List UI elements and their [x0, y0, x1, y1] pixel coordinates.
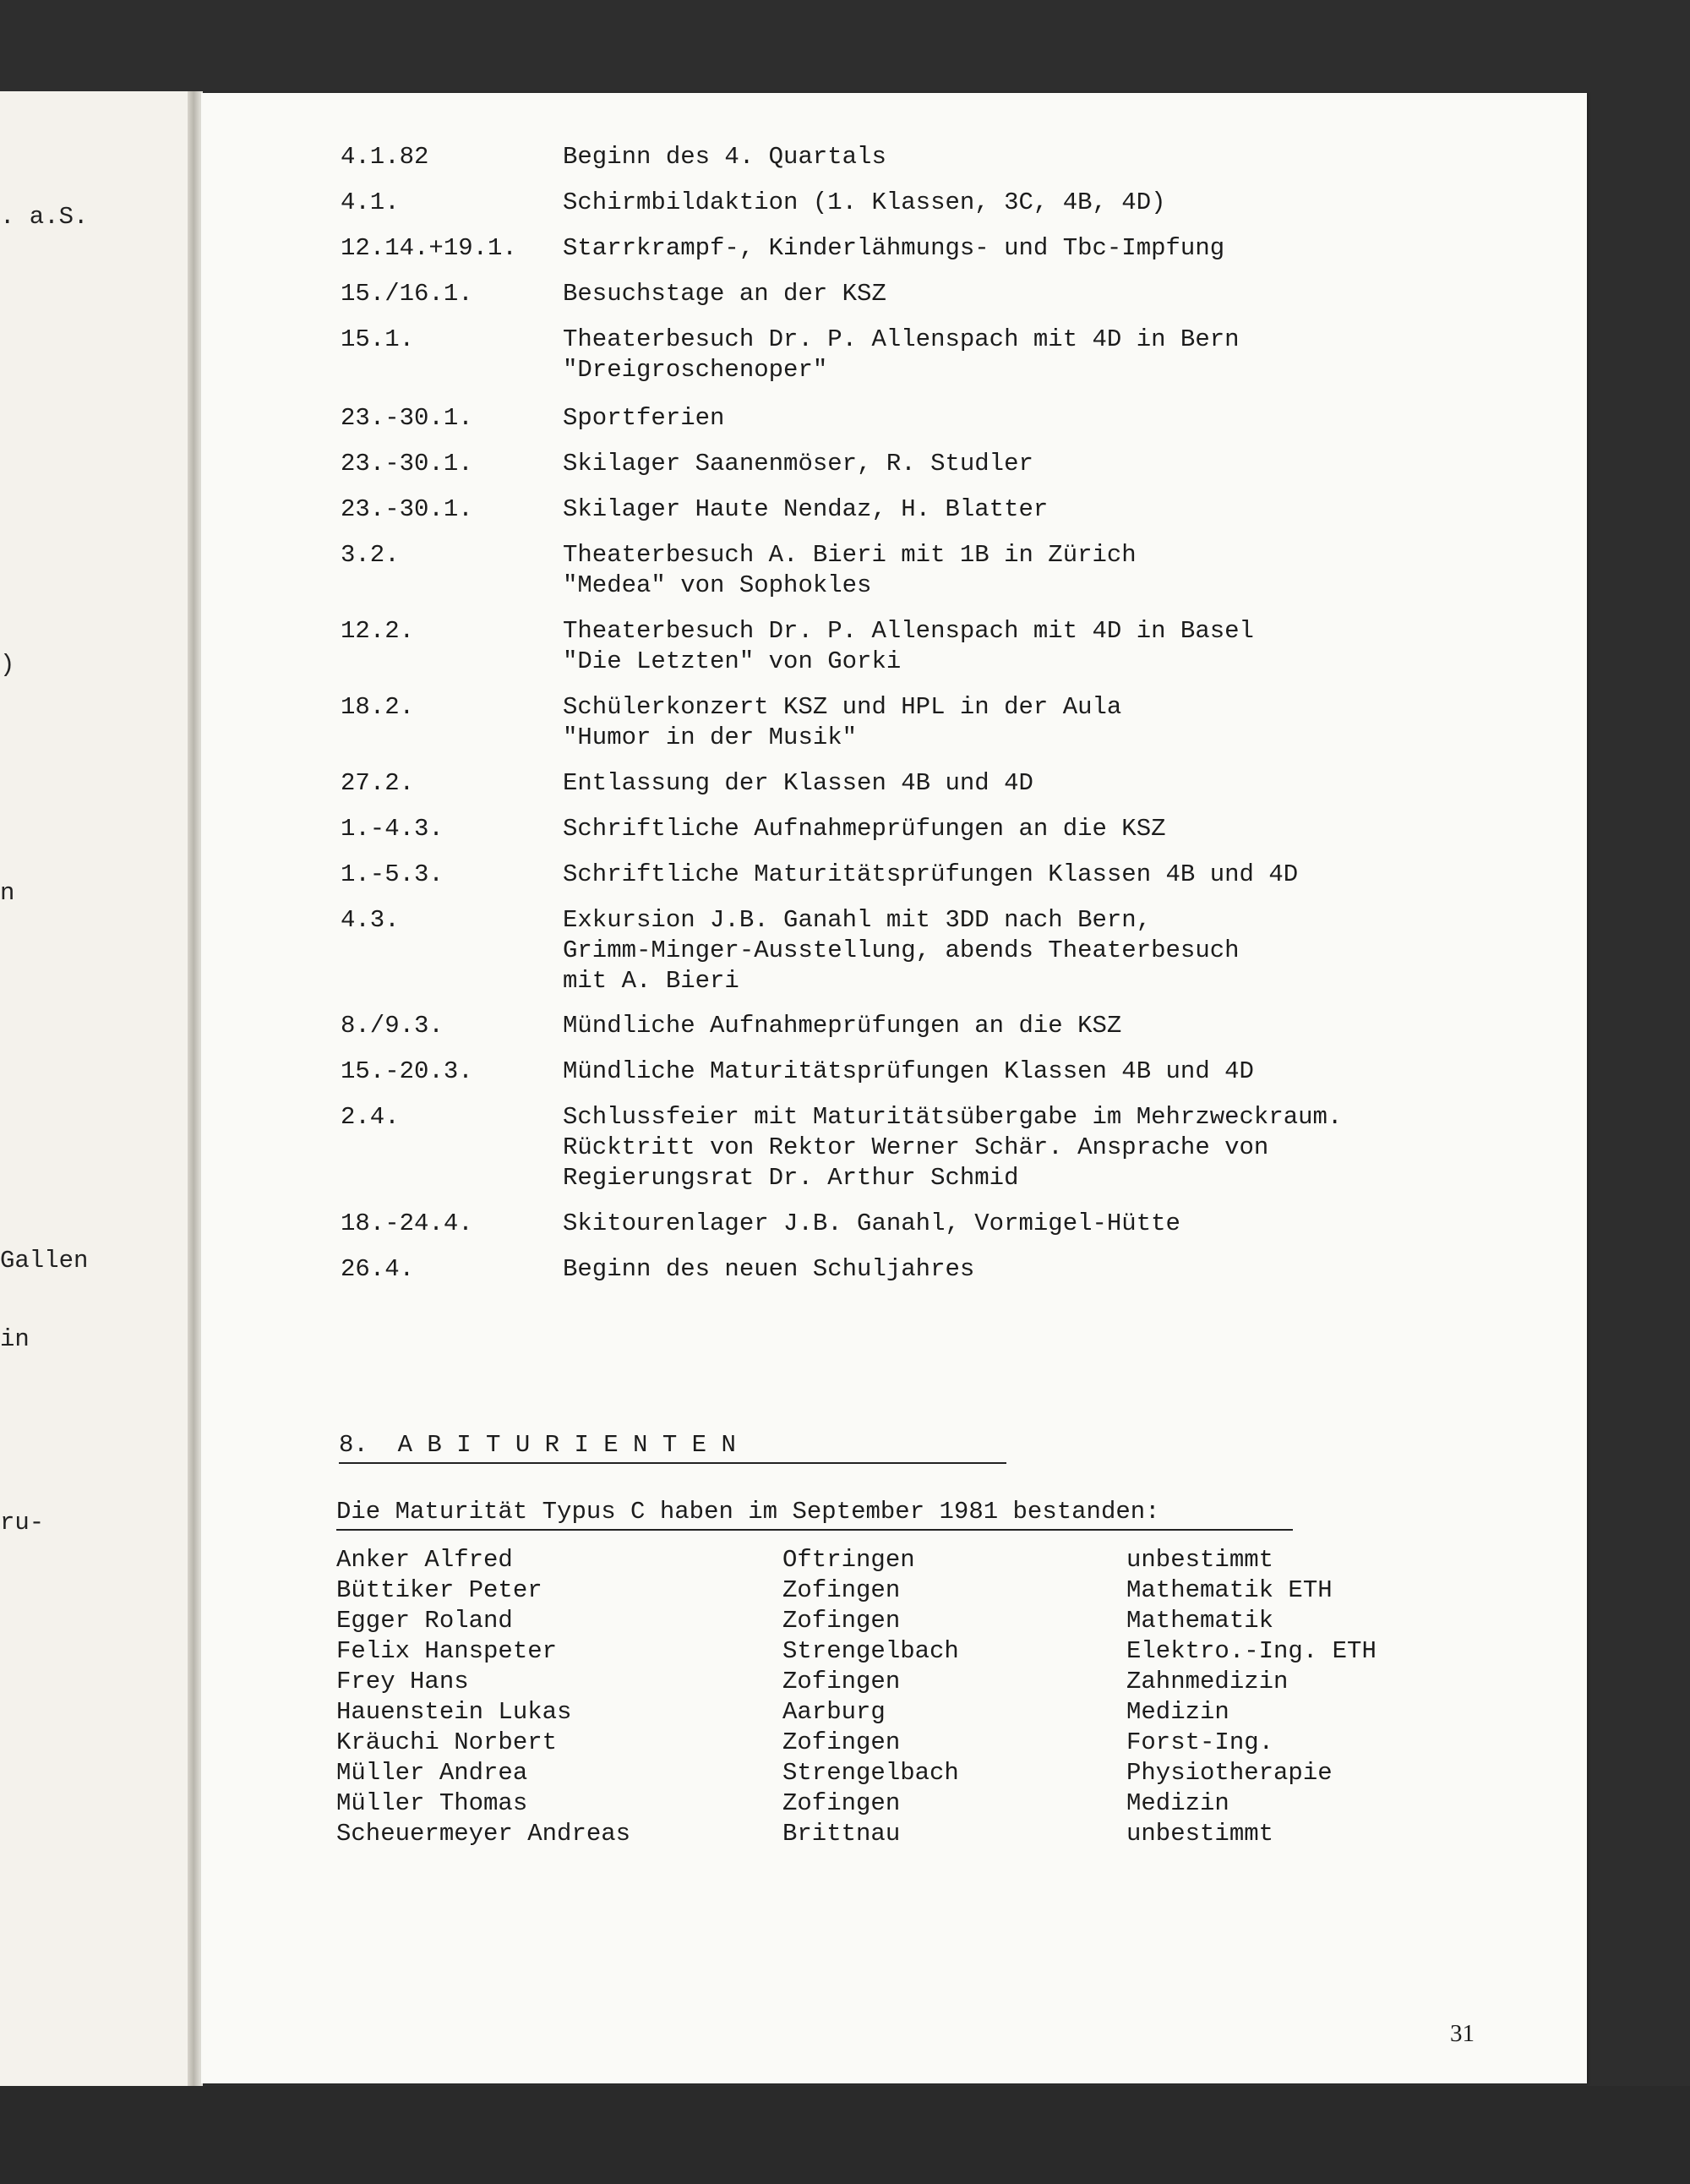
- left-page-text-fragment: Gallen: [0, 1247, 89, 1275]
- schedule-event: [563, 142, 886, 172]
- graduate-place: Zofingen: [782, 1668, 901, 1695]
- graduate-study: unbestimmt: [1126, 1820, 1274, 1848]
- graduate-name: Müller Thomas: [336, 1789, 528, 1817]
- schedule-event-line: Schriftliche Maturitätsprüfungen Klassen 4B und 4D: [563, 860, 1299, 888]
- schedule-event: [563, 616, 1254, 677]
- schedule-event-line: Beginn des 4. Quartals: [563, 143, 886, 171]
- schedule-event-line: Exkursion J.B. Ganahl mit 3DD nach Bern,: [563, 906, 1152, 934]
- graduate-place: Aarburg: [782, 1698, 886, 1726]
- graduate-name: Scheuermeyer Andreas: [336, 1820, 631, 1848]
- graduate-place: Strengelbach: [782, 1637, 959, 1665]
- graduate-place: Brittnau: [782, 1820, 901, 1848]
- schedule-event-line: Skilager Saanenmöser, R. Studler: [563, 450, 1033, 478]
- schedule-event-line: Schülerkonzert KSZ und HPL in der Aula: [563, 693, 1122, 721]
- graduate-name: Büttiker Peter: [336, 1576, 542, 1604]
- graduate-place: Strengelbach: [782, 1759, 959, 1787]
- schedule-date: 4.1.82: [341, 143, 429, 171]
- schedule-date: 2.4.: [341, 1103, 400, 1131]
- graduate-study: unbestimmt: [1126, 1546, 1274, 1574]
- schedule-event: [563, 814, 1166, 844]
- schedule-date: 3.2.: [341, 541, 400, 569]
- graduate-name: Frey Hans: [336, 1668, 469, 1695]
- graduate-place: Oftringen: [782, 1546, 915, 1574]
- schedule-date: 15.1.: [341, 325, 415, 353]
- schedule-date: 8./9.3.: [341, 1012, 444, 1040]
- schedule-date: 15.-20.3.: [341, 1057, 473, 1085]
- schedule-event-line: Rücktritt von Rektor Werner Schär. Ansprache von: [563, 1133, 1269, 1161]
- schedule-date: 12.14.+19.1.: [341, 234, 517, 262]
- schedule-event: [563, 325, 1240, 385]
- schedule-event-line: Starrkrampf-, Kinderlähmungs- und Tbc-Impfung: [563, 234, 1225, 262]
- graduate-name: Anker Alfred: [336, 1546, 513, 1574]
- left-page-text-fragment: n: [0, 879, 15, 907]
- graduate-place: Zofingen: [782, 1789, 901, 1817]
- schedule-event-line: Mündliche Maturitätsprüfungen Klassen 4B und 4D: [563, 1057, 1254, 1085]
- left-page-text-fragment: ): [0, 651, 15, 679]
- left-page-edge: [0, 91, 188, 2086]
- schedule-event-line: mit A. Bieri: [563, 967, 739, 995]
- schedule-event: [563, 233, 1224, 264]
- scan-bottom-edge: [0, 2086, 1690, 2184]
- schedule-date: 23.-30.1.: [341, 450, 473, 478]
- graduates-subheading-underline: [336, 1529, 1293, 1531]
- graduate-name: Hauenstein Lukas: [336, 1698, 572, 1726]
- schedule-event-line: Skitourenlager J.B. Ganahl, Vormigel-Hütte: [563, 1209, 1180, 1237]
- schedule-event: [563, 768, 1033, 799]
- schedule-event-line: Schlussfeier mit Maturitätsübergabe im Mehrzweckraum.: [563, 1103, 1343, 1131]
- schedule-date: 18.2.: [341, 693, 415, 721]
- schedule-event-line: Theaterbesuch Dr. P. Allenspach mit 4D in Bern: [563, 325, 1240, 353]
- schedule-event-line: Schriftliche Aufnahmeprüfungen an die KSZ: [563, 815, 1166, 843]
- schedule-event-line: Beginn des neuen Schuljahres: [563, 1255, 975, 1283]
- schedule-event: [563, 540, 1137, 601]
- schedule-event: [563, 1057, 1254, 1087]
- schedule-date: 18.-24.4.: [341, 1209, 473, 1237]
- schedule-event-line: Theaterbesuch Dr. P. Allenspach mit 4D in Basel: [563, 617, 1254, 645]
- schedule-event: [563, 860, 1298, 890]
- graduate-place: Zofingen: [782, 1728, 901, 1756]
- left-page-text-fragment: . a.S.: [0, 203, 89, 231]
- schedule-event-line: "Medea" von Sophokles: [563, 571, 872, 599]
- schedule-event-line: Schirmbildaktion (1. Klassen, 3C, 4B, 4D): [563, 188, 1166, 216]
- schedule-date: 23.-30.1.: [341, 495, 473, 523]
- schedule-event: [563, 1011, 1121, 1041]
- schedule-date: 27.2.: [341, 769, 415, 797]
- schedule-date: 26.4.: [341, 1255, 415, 1283]
- section-heading: 8. A B I T U R I E N T E N: [339, 1431, 736, 1459]
- schedule-event: [563, 905, 1240, 996]
- schedule-event-line: Besuchstage an der KSZ: [563, 280, 886, 308]
- graduate-place: Zofingen: [782, 1576, 901, 1604]
- schedule-event-line: "Humor in der Musik": [563, 723, 858, 751]
- schedule-event: [563, 1254, 974, 1285]
- schedule-event-line: "Dreigroschenoper": [563, 356, 828, 384]
- schedule-event-line: Mündliche Aufnahmeprüfungen an die KSZ: [563, 1012, 1122, 1040]
- graduate-study: Medizin: [1126, 1698, 1229, 1726]
- schedule-event-line: Skilager Haute Nendaz, H. Blatter: [563, 495, 1049, 523]
- right-page: [201, 93, 1587, 2083]
- graduate-name: Kräuchi Norbert: [336, 1728, 558, 1756]
- schedule-date: 4.1.: [341, 188, 400, 216]
- schedule-event-line: "Die Letzten" von Gorki: [563, 647, 902, 675]
- graduates-subheading: Die Maturität Typus C haben im September 1981 bestanden:: [336, 1498, 1160, 1526]
- graduate-study: Mathematik ETH: [1126, 1576, 1333, 1604]
- schedule-event-line: Regierungsrat Dr. Arthur Schmid: [563, 1164, 1019, 1192]
- graduate-study: Mathematik: [1126, 1607, 1274, 1635]
- graduate-study: Zahnmedizin: [1126, 1668, 1289, 1695]
- schedule-event: [563, 692, 1121, 753]
- graduate-name: Egger Roland: [336, 1607, 513, 1635]
- schedule-date: 23.-30.1.: [341, 404, 473, 432]
- schedule-event: [563, 494, 1048, 525]
- schedule-event-line: Entlassung der Klassen 4B und 4D: [563, 769, 1033, 797]
- section-heading-underline: [339, 1462, 1006, 1464]
- schedule-date: 4.3.: [341, 906, 400, 934]
- left-page-text-fragment: ru-: [0, 1509, 45, 1537]
- schedule-event: [563, 449, 1033, 479]
- page-number: 31: [1450, 2020, 1475, 2047]
- schedule-event-line: Theaterbesuch A. Bieri mit 1B in Zürich: [563, 541, 1137, 569]
- graduate-name: Müller Andrea: [336, 1759, 528, 1787]
- schedule-event-line: Grimm-Minger-Ausstellung, abends Theaterbesuch: [563, 936, 1240, 964]
- graduate-name: Felix Hanspeter: [336, 1637, 558, 1665]
- schedule-event: [563, 403, 724, 434]
- schedule-event: [563, 1102, 1342, 1193]
- graduate-place: Zofingen: [782, 1607, 901, 1635]
- schedule-date: 12.2.: [341, 617, 415, 645]
- graduate-study: Elektro.-Ing. ETH: [1126, 1637, 1377, 1665]
- schedule-event: [563, 1209, 1180, 1239]
- schedule-date: 15./16.1.: [341, 280, 473, 308]
- graduate-study: Forst-Ing.: [1126, 1728, 1274, 1756]
- graduate-study: Physiotherapie: [1126, 1759, 1333, 1787]
- schedule-date: 1.-4.3.: [341, 815, 444, 843]
- schedule-event: [563, 188, 1166, 218]
- schedule-date: 1.-5.3.: [341, 860, 444, 888]
- schedule-event-line: Sportferien: [563, 404, 725, 432]
- left-page-text-fragment: in: [0, 1325, 30, 1353]
- schedule-event: [563, 279, 886, 309]
- graduate-study: Medizin: [1126, 1789, 1229, 1817]
